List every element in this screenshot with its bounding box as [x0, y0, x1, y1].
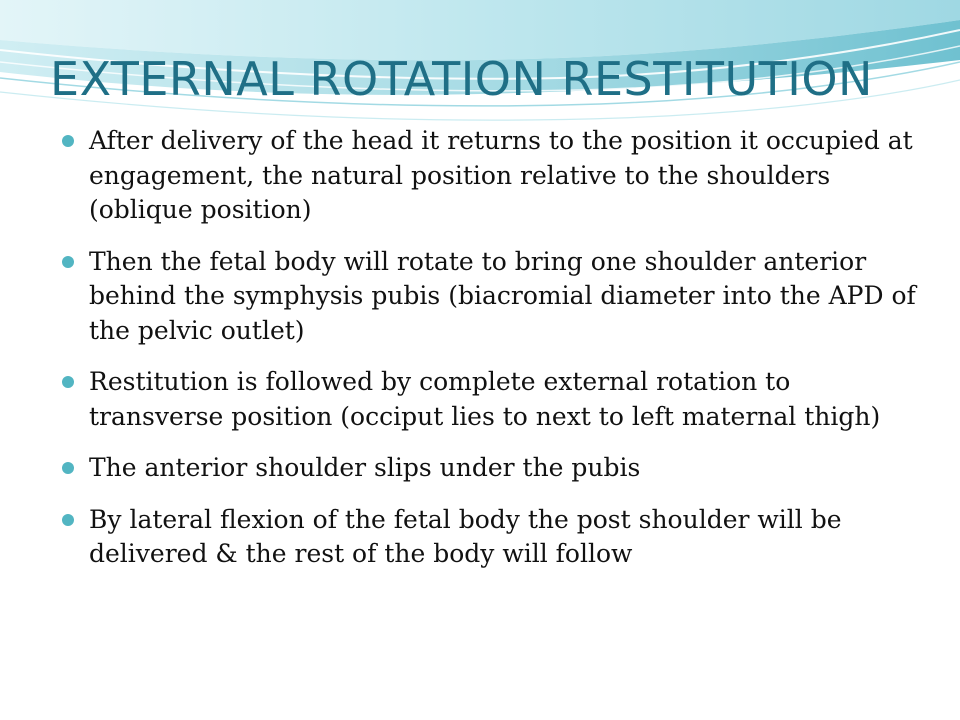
bullet-item-restitution: [66, 124, 926, 228]
bullet-item-anterior-shoulder: [66, 451, 926, 486]
bullet-dot-icon: [62, 376, 74, 388]
bullet-dot-icon: [62, 135, 74, 147]
bullet-dot-icon: [62, 256, 74, 268]
bullet-text: Then the fetal body will rotate to bring one shoulder anterior behind the symphysis pubis (biacromial diameter into the APD of the pelvic outlet): [89, 246, 916, 345]
bullet-item-lateral-flexion: [66, 503, 926, 572]
bullet-list: [66, 124, 926, 589]
bullet-dot-icon: [62, 462, 74, 474]
bullet-item-external-rotation: [66, 365, 926, 434]
bullet-item-shoulder-rotation: [66, 245, 926, 349]
bullet-text: Restitution is followed by complete external rotation to transverse position (occiput lies to next to left maternal thigh): [89, 367, 881, 431]
bullet-text: By lateral flexion of the fetal body the post shoulder will be delivered & the rest of the body will follow: [89, 504, 842, 568]
slide-title: EXTERNAL ROTATION RESTITUTION: [50, 52, 873, 106]
bullet-dot-icon: [62, 514, 74, 526]
bullet-text: The anterior shoulder slips under the pubis: [89, 453, 641, 482]
bullet-text: After delivery of the head it returns to the position it occupied at engagement, the natural position relative to the shoulders (oblique position): [89, 126, 913, 224]
